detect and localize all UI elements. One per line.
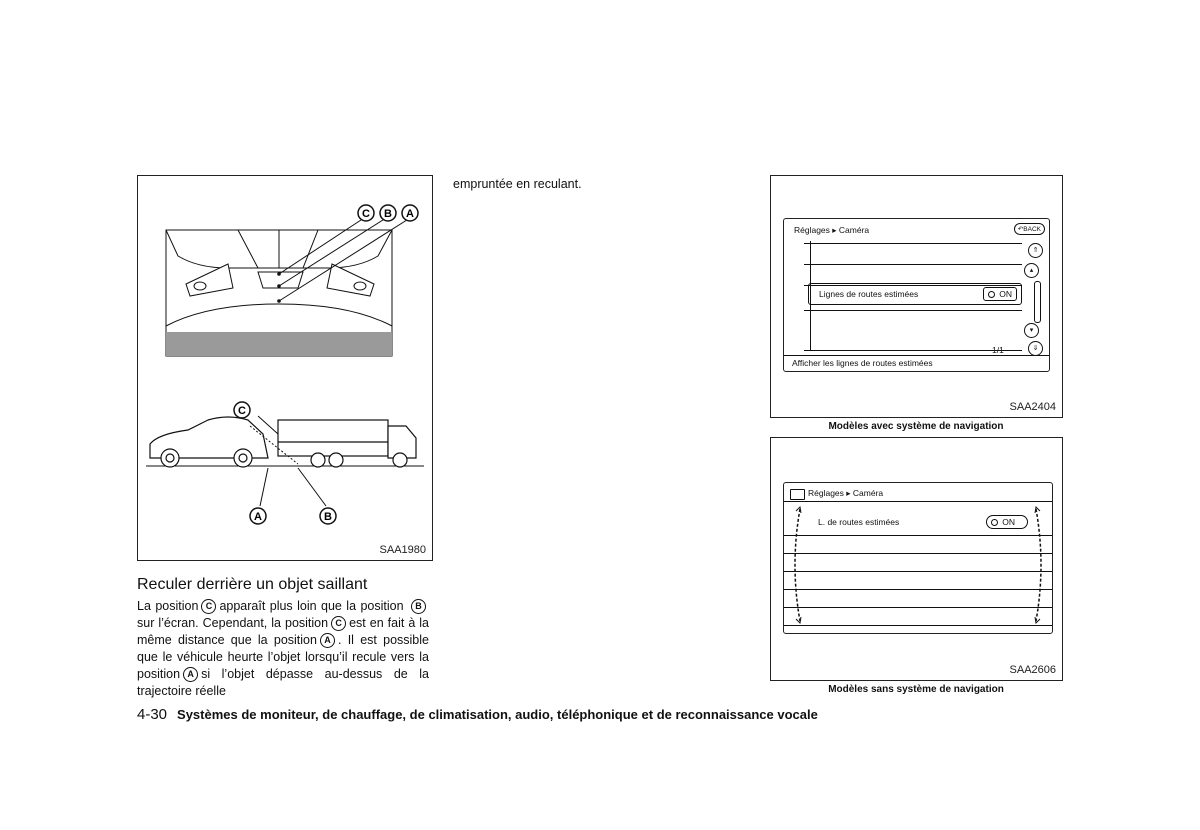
- svg-text:A: A: [254, 511, 262, 523]
- nav-breadcrumb: Réglages ▸ Caméra: [794, 225, 870, 235]
- nav-figure-code: SAA2404: [1009, 401, 1056, 413]
- nav-item-label: Lignes de routes estimées: [819, 289, 919, 299]
- body-part-1: La position: [137, 599, 199, 613]
- svg-text:A: A: [406, 208, 414, 220]
- page-down-icon[interactable]: ⇓: [1028, 341, 1043, 356]
- toggle-indicator-icon: [988, 291, 995, 298]
- nonav-item-label: L. de routes estimées: [818, 517, 900, 527]
- back-label: BACK: [1023, 226, 1041, 233]
- nonav-list-item[interactable]: [808, 515, 1028, 531]
- back-arrow-icon: ↶: [1017, 226, 1024, 233]
- continuation-text: empruntée en reculant.: [453, 177, 582, 191]
- nav-list-item[interactable]: [808, 283, 1022, 305]
- body-part-3: sur l’écran. Cependant, la position: [137, 616, 329, 630]
- truck-side-view: [278, 420, 416, 467]
- scroll-down-icon[interactable]: ▾: [1024, 323, 1039, 338]
- help-divider: [784, 355, 1049, 356]
- car-side-view: [150, 417, 268, 467]
- marker-a-inline-2: A: [183, 667, 198, 682]
- marker-c-top: [358, 205, 418, 221]
- footer-title: Systèmes de moniteur, de chauffage, de climatisation, audio, téléphonique et de reconnaissance vocale: [177, 707, 818, 722]
- section-body: [137, 598, 429, 700]
- svg-text:C: C: [362, 208, 370, 220]
- marker-b-inline: B: [411, 599, 426, 614]
- nav-toggle-on[interactable]: [983, 287, 1017, 301]
- marker-a-inline: A: [320, 633, 335, 648]
- nav-screen: [783, 218, 1050, 372]
- rear-camera-illustration: [138, 176, 431, 536]
- svg-text:B: B: [324, 511, 332, 523]
- scroll-up-icon[interactable]: ▴: [1024, 263, 1039, 278]
- nav-help-text: Afficher les lignes de routes estimées: [792, 358, 933, 368]
- rear-camera-figure: [137, 175, 433, 561]
- nonav-toggle-on[interactable]: [986, 515, 1028, 529]
- body-part-4: est en fait à la même distance que la position: [137, 616, 429, 647]
- nav-toggle-label: ON: [999, 289, 1012, 299]
- right-scroll-arrow-icon: [1030, 505, 1050, 625]
- svg-text:C: C: [238, 405, 246, 417]
- nonav-figure-caption: Modèles sans système de navigation: [828, 684, 1004, 695]
- left-scroll-arrow-icon: [786, 505, 806, 625]
- back-button[interactable]: [1014, 223, 1045, 235]
- scrollbar[interactable]: [1034, 281, 1041, 323]
- nonav-breadcrumb: Réglages ▸ Caméra: [808, 488, 884, 498]
- page-number: 4-30: [137, 706, 168, 723]
- page-up-icon[interactable]: ⇑: [1028, 243, 1043, 258]
- nonav-header-divider: [784, 501, 1052, 502]
- page-footer: [137, 706, 818, 723]
- nonav-figure-code: SAA2606: [1009, 664, 1056, 676]
- nonav-toggle-label: ON: [1002, 517, 1015, 527]
- nonav-screen: [783, 482, 1053, 634]
- body-part-5: . Il est possible que le véhicule heurte l’objet lorsqu’il recule vers la position: [137, 633, 429, 681]
- nonav-figure: [770, 437, 1063, 681]
- marker-c-inline: C: [201, 599, 216, 614]
- toggle-indicator-icon-2: [991, 519, 998, 526]
- figure-code: SAA1980: [379, 544, 426, 556]
- body-part-2: apparaît plus loin que la position: [219, 599, 404, 613]
- body-part-6: si l’objet dépasse au-dessus de la trajectoire réelle: [137, 667, 429, 698]
- nav-figure-caption: Modèles avec système de navigation: [828, 421, 1004, 432]
- settings-screen-icon: [790, 489, 805, 500]
- section-title: Reculer derrière un objet saillant: [137, 576, 368, 593]
- nav-figure: [770, 175, 1063, 418]
- ground-band: [166, 332, 392, 356]
- svg-text:B: B: [384, 208, 392, 220]
- nonav-list-frame: [784, 535, 1052, 626]
- nav-page-indicator: 1/1: [992, 345, 1004, 355]
- marker-c-inline-2: C: [331, 616, 346, 631]
